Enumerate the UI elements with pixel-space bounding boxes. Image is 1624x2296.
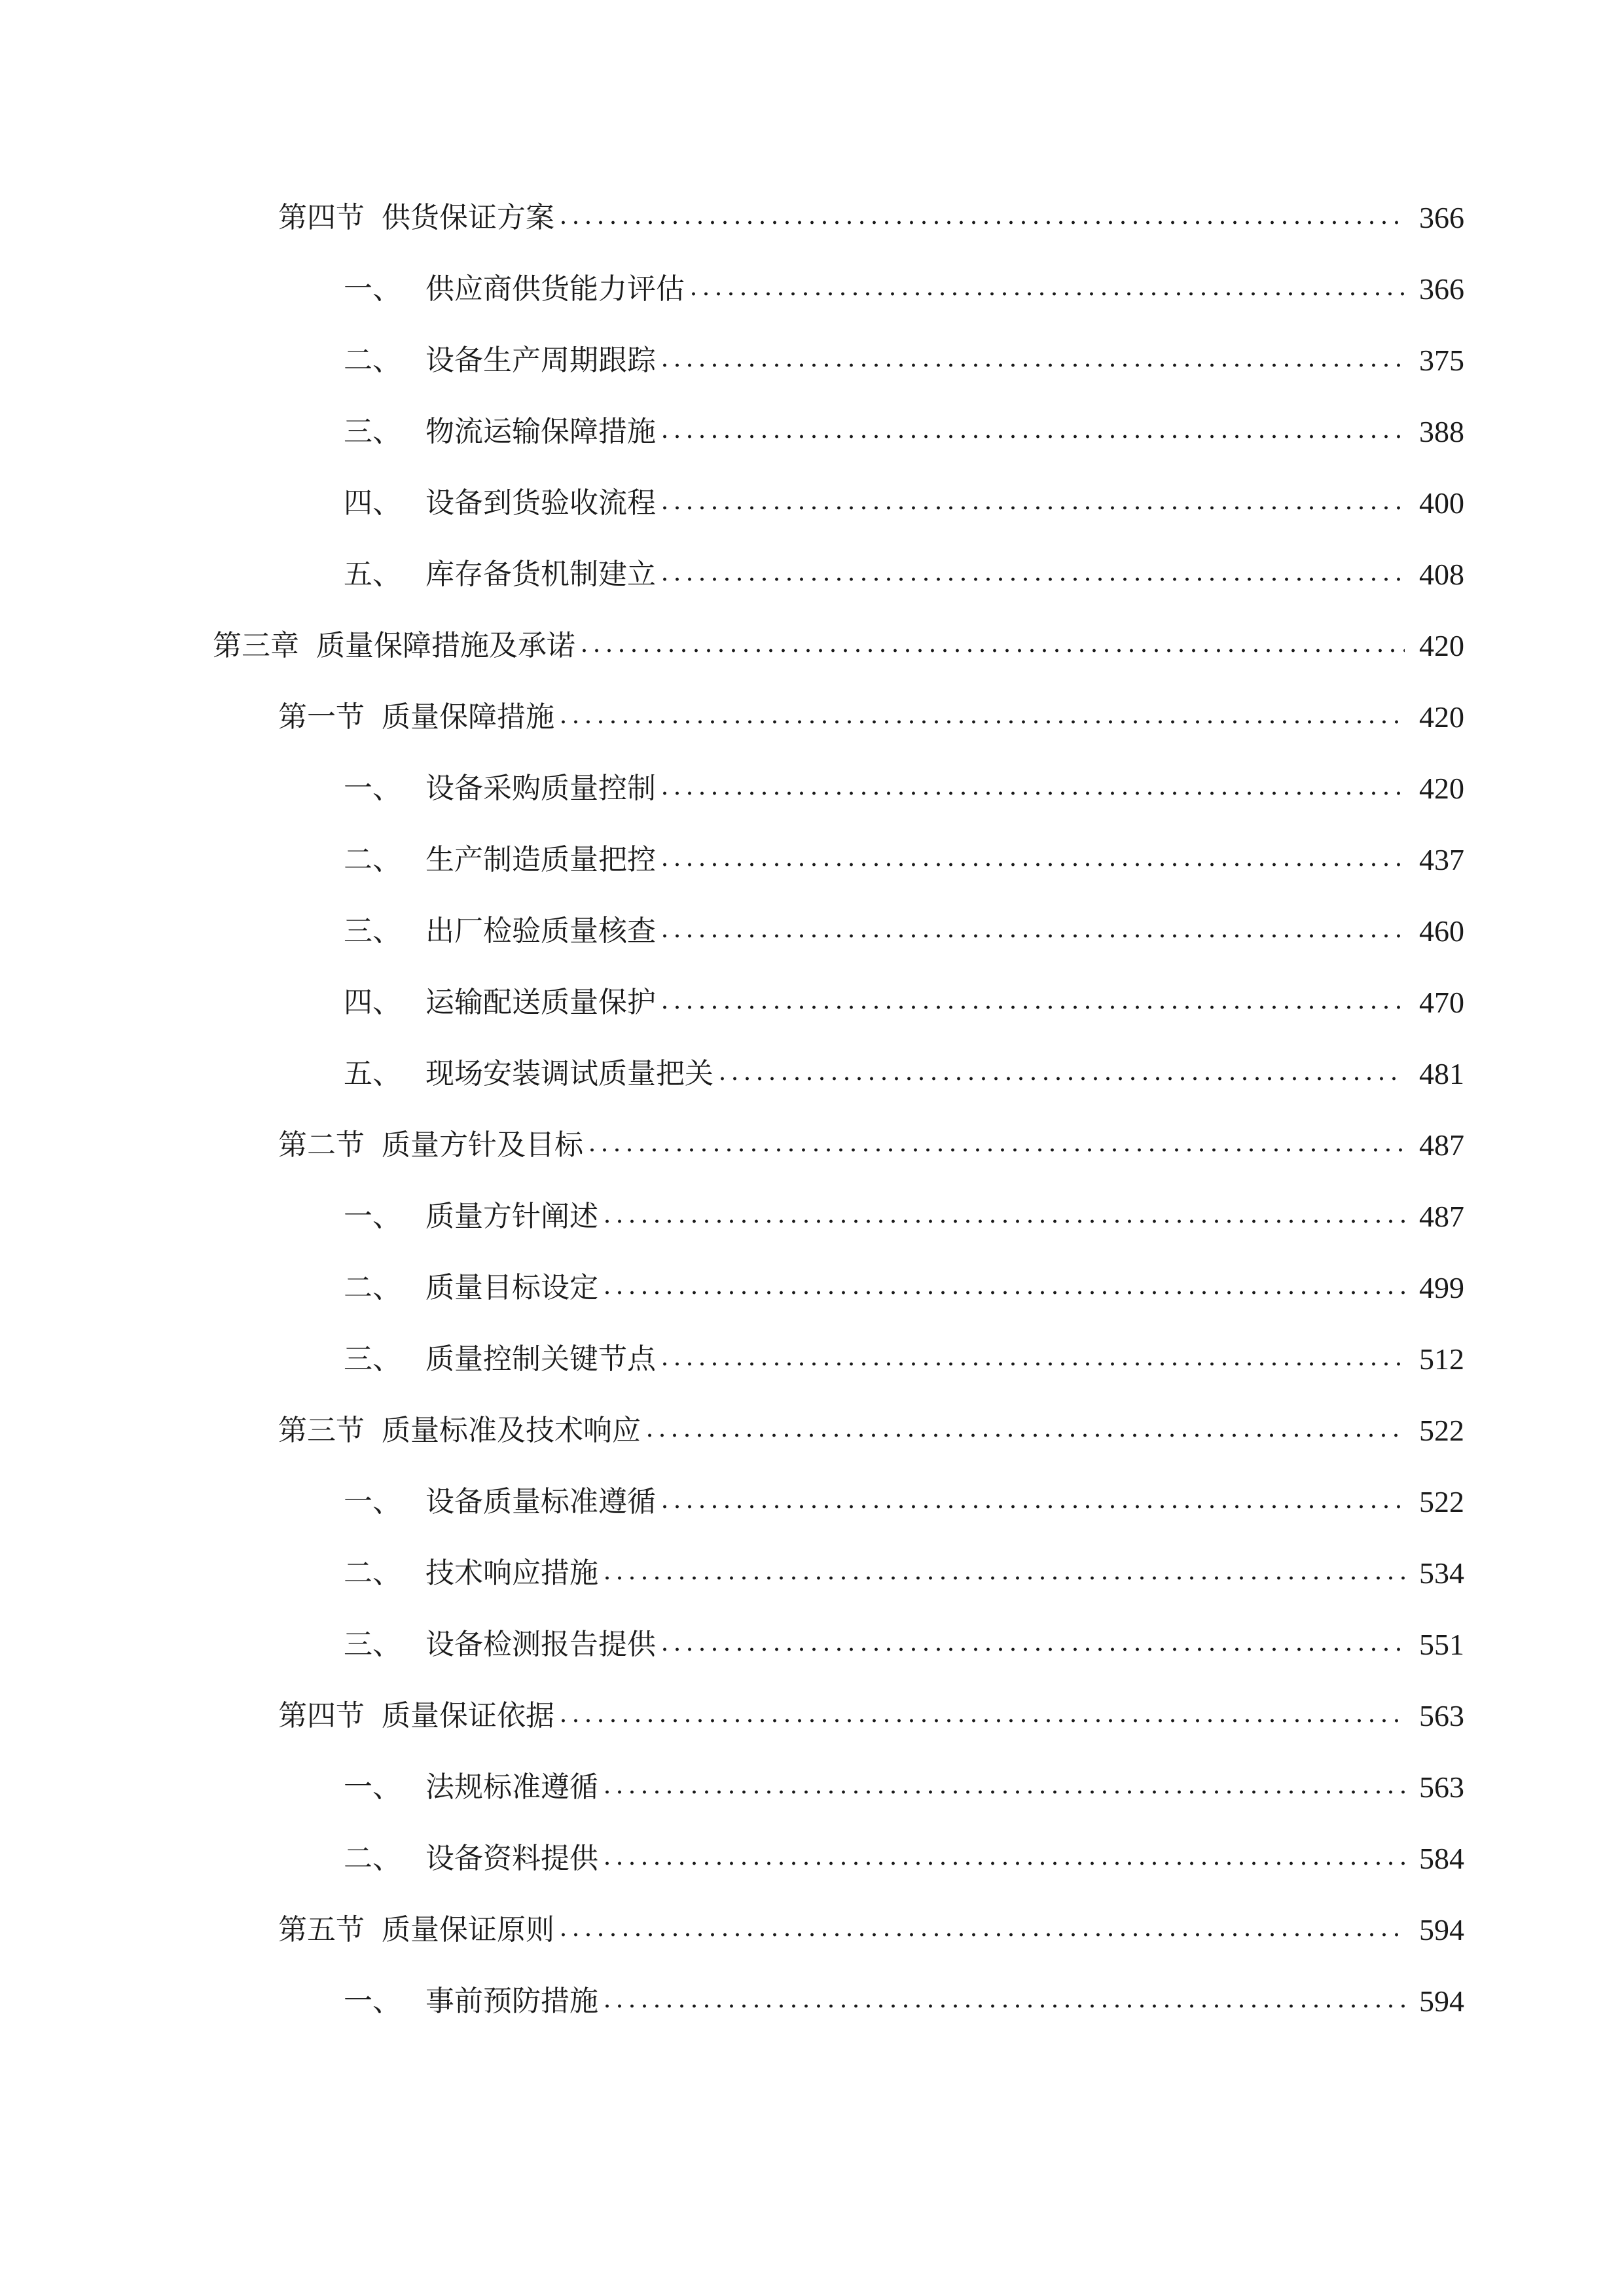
toc-entry[interactable] — [278, 1405, 1464, 1457]
dot-leader — [601, 1576, 1405, 1580]
toc-entry[interactable] — [344, 977, 1464, 1029]
toc-entry-title: 质量控制关键节点 — [425, 1342, 656, 1376]
toc-entry-title: 质量保证原则 — [382, 1913, 554, 1946]
toc-entry[interactable] — [344, 1333, 1464, 1386]
toc-entry[interactable] — [278, 1904, 1464, 1956]
toc-entry[interactable] — [344, 334, 1464, 387]
toc-entry-page-number: 375 — [1419, 344, 1464, 377]
toc-entry[interactable] — [278, 1690, 1464, 1742]
toc-entry-title: 运输配送质量保护 — [425, 986, 656, 1019]
toc-entry-page-number: 487 — [1419, 1128, 1464, 1162]
toc-entry-title: 质量保障措施 — [382, 700, 554, 734]
toc-entry-number: 一、 — [344, 1200, 401, 1233]
toc-entry-title: 质量方针及目标 — [382, 1128, 583, 1162]
toc-entry[interactable] — [344, 406, 1464, 458]
toc-entry-title: 设备检测报告提供 — [425, 1628, 656, 1661]
toc-entry-number: 一、 — [344, 272, 401, 306]
dot-leader — [659, 1505, 1405, 1509]
dot-leader — [659, 506, 1405, 510]
toc-entry[interactable] — [344, 762, 1464, 815]
toc-entry[interactable] — [344, 834, 1464, 886]
dot-leader — [659, 791, 1405, 795]
toc-entry-title: 质量保障措施及承诺 — [316, 629, 575, 662]
toc-entry-number: 二、 — [344, 843, 401, 876]
dot-leader — [557, 221, 1405, 224]
dot-leader — [557, 1719, 1405, 1723]
toc-entry-title: 设备质量标准遵循 — [425, 1485, 656, 1518]
toc-entry-number: 五、 — [344, 558, 401, 591]
toc-entry[interactable] — [344, 1476, 1464, 1528]
toc-entry-number: 三、 — [344, 1628, 401, 1661]
toc-entry-page-number: 366 — [1419, 272, 1464, 306]
toc-entry-title: 事前预防措施 — [425, 1984, 598, 2018]
toc-entry-page-number: 563 — [1419, 1699, 1464, 1732]
toc-entry-number: 第四节 — [278, 1699, 365, 1732]
toc-entry-title: 质量目标设定 — [425, 1271, 598, 1304]
dot-leader — [659, 863, 1405, 867]
toc-entry[interactable] — [344, 1048, 1464, 1100]
toc-entry-page-number: 420 — [1419, 772, 1464, 805]
toc-entry-title: 设备生产周期跟踪 — [425, 344, 656, 377]
toc-entry[interactable] — [344, 1191, 1464, 1243]
toc-entry-title: 设备采购质量控制 — [425, 772, 656, 805]
toc-entry-page-number: 420 — [1419, 700, 1464, 734]
dot-leader — [643, 1433, 1405, 1437]
toc-entry-page-number: 460 — [1419, 914, 1464, 948]
toc-entry-page-number: 408 — [1419, 558, 1464, 591]
toc-entry-title: 质量保证依据 — [382, 1699, 554, 1732]
dot-leader — [578, 649, 1405, 653]
toc-entry-number: 二、 — [344, 1556, 401, 1590]
toc-entry-page-number: 470 — [1419, 986, 1464, 1019]
dot-leader — [716, 1077, 1405, 1081]
toc-entry[interactable] — [278, 691, 1464, 744]
dot-leader — [659, 1362, 1405, 1366]
dot-leader — [687, 292, 1405, 296]
toc-entry[interactable] — [344, 263, 1464, 315]
toc-entry-number: 一、 — [344, 1485, 401, 1518]
toc-entry-title: 设备资料提供 — [425, 1842, 598, 1875]
toc-entry-title: 法规标准遵循 — [425, 1770, 598, 1804]
toc-entry-title: 库存备货机制建立 — [425, 558, 656, 591]
toc-entry-title: 生产制造质量把控 — [425, 843, 656, 876]
toc-entry-title: 现场安装调试质量把关 — [425, 1057, 713, 1090]
toc-entry-page-number: 420 — [1419, 629, 1464, 662]
toc-entry-page-number: 563 — [1419, 1770, 1464, 1804]
dot-leader — [659, 577, 1405, 581]
toc-entry-page-number: 366 — [1419, 201, 1464, 234]
toc-entry[interactable] — [344, 1619, 1464, 1671]
toc-entry-title: 物流运输保障措施 — [425, 415, 656, 448]
toc-entry-number: 第三章 — [213, 629, 299, 662]
toc-entry-page-number: 512 — [1419, 1342, 1464, 1376]
toc-entry-title: 设备到货验收流程 — [425, 486, 656, 520]
toc-entry[interactable] — [344, 1547, 1464, 1600]
toc-entry-page-number: 551 — [1419, 1628, 1464, 1661]
toc-entry[interactable] — [344, 1833, 1464, 1885]
toc-entry-title: 质量标准及技术响应 — [382, 1414, 641, 1447]
toc-entry[interactable] — [344, 905, 1464, 958]
toc-entry-number: 第一节 — [278, 700, 365, 734]
toc-entry-page-number: 522 — [1419, 1414, 1464, 1447]
toc-entry-page-number: 499 — [1419, 1271, 1464, 1304]
dot-leader — [601, 1790, 1405, 1794]
dot-leader — [557, 720, 1405, 724]
dot-leader — [659, 435, 1405, 439]
toc-entry-page-number: 594 — [1419, 1913, 1464, 1946]
toc-entry[interactable] — [344, 1262, 1464, 1314]
toc-entry-number: 一、 — [344, 772, 401, 805]
toc-entry-number: 第五节 — [278, 1913, 365, 1946]
dot-leader — [659, 363, 1405, 367]
dot-leader — [601, 1861, 1405, 1865]
toc-entry-page-number: 534 — [1419, 1556, 1464, 1590]
dot-leader — [586, 1148, 1405, 1152]
toc-entry-number: 二、 — [344, 1271, 401, 1304]
toc-entry-number: 三、 — [344, 914, 401, 948]
toc-entry[interactable] — [278, 192, 1464, 244]
toc-entry[interactable] — [344, 1975, 1464, 2028]
toc-entry-number: 四、 — [344, 486, 401, 520]
toc-entry[interactable] — [213, 620, 1464, 672]
toc-entry-page-number: 487 — [1419, 1200, 1464, 1233]
toc-entry-number: 二、 — [344, 344, 401, 377]
toc-entry-title: 出厂检验质量核查 — [425, 914, 656, 948]
dot-leader — [557, 1933, 1405, 1937]
toc-entry-number: 第二节 — [278, 1128, 365, 1162]
toc-entry-number: 三、 — [344, 415, 401, 448]
toc-entry-number: 一、 — [344, 1984, 401, 2018]
toc-entry-page-number: 584 — [1419, 1842, 1464, 1875]
toc-entry-number: 四、 — [344, 986, 401, 1019]
dot-leader — [601, 1219, 1405, 1223]
dot-leader — [659, 1005, 1405, 1009]
dot-leader — [659, 1647, 1405, 1651]
toc-entry-page-number: 522 — [1419, 1485, 1464, 1518]
toc-entry-number: 二、 — [344, 1842, 401, 1875]
toc-entry-number: 第三节 — [278, 1414, 365, 1447]
toc-entry-page-number: 437 — [1419, 843, 1464, 876]
toc-entry-title: 质量方针阐述 — [425, 1200, 598, 1233]
toc-entry-title: 供货保证方案 — [382, 201, 554, 234]
dot-leader — [601, 1291, 1405, 1295]
toc-entry-page-number: 400 — [1419, 486, 1464, 520]
toc-entry-number: 三、 — [344, 1342, 401, 1376]
toc-entry-title: 技术响应措施 — [425, 1556, 598, 1590]
toc-entry-number: 一、 — [344, 1770, 401, 1804]
toc-entry[interactable] — [344, 548, 1464, 601]
toc-entry[interactable] — [344, 477, 1464, 529]
dot-leader — [601, 2004, 1405, 2008]
toc-entry-page-number: 481 — [1419, 1057, 1464, 1090]
toc-entry[interactable] — [278, 1119, 1464, 1172]
toc-entry-page-number: 594 — [1419, 1984, 1464, 2018]
dot-leader — [659, 934, 1405, 938]
toc-entry-page-number: 388 — [1419, 415, 1464, 448]
toc-entry-number: 五、 — [344, 1057, 401, 1090]
toc-entry-title: 供应商供货能力评估 — [425, 272, 685, 306]
toc-entry-number: 第四节 — [278, 201, 365, 234]
toc-entry[interactable] — [344, 1761, 1464, 1814]
